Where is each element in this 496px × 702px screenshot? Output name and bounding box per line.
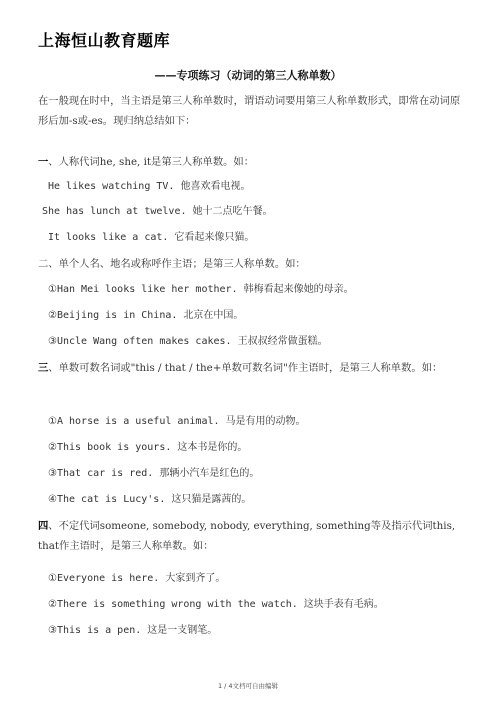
section-4-example-1: ①Everyone is here. 大家到齐了。: [48, 573, 226, 584]
section-1-heading: [38, 152, 468, 172]
page-title: 上海恒山教育题库: [38, 31, 171, 50]
section-3-mark: 三: [38, 362, 49, 374]
section-3-example-2: ②This book is yours. 这本书是你的。: [48, 442, 248, 453]
section-4-heading: [38, 516, 468, 556]
section-2-example-3: ③Uncle Wang often makes cakes. 王叔叔经常做蛋糕。: [48, 336, 328, 347]
section-3-heading-text: 、单数可数名词或"this / that / the+单数可数名词"作主语时，是第三人称单数。如：: [48, 362, 443, 374]
intro-paragraph: 在一般现在时中，当主语是第三人称单数时，谓语动词要用第三人称单数形式，即常在动词原形后加-s或-es。现归纳总结如下：: [38, 95, 461, 127]
section-2-heading: [38, 254, 468, 274]
page-subtitle: ——专项练习（动词的第三人称单数）: [154, 69, 342, 82]
section-2-mark: 二: [38, 258, 49, 270]
section-1-heading-text: 、人称代词he, she, it是第三人称单数。如：: [48, 156, 255, 168]
page-footer: 1 / 4文档可自由编辑: [217, 682, 279, 690]
section-4-example-2: ②There is something wrong with the watch. 这块手表有毛病。: [48, 599, 384, 610]
section-3-example-1: ①A horse is a useful animal. 马是有用的动物。: [48, 416, 306, 427]
section-1-example-2: She has lunch at twelve. 她十二点吃午餐。: [42, 206, 273, 217]
section-3-heading: [38, 358, 468, 378]
section-1-mark: 一: [38, 156, 49, 168]
section-3-example-3: ③That car is red. 那辆小汽车是红色的。: [48, 468, 260, 479]
section-2-example-2: ②Beijing is in China. 北京在中国。: [48, 310, 244, 321]
section-4-example-3: ③This is a pen. 这是一支钢笔。: [48, 625, 218, 636]
section-2-heading-text: 、单个人名、地名或称呼作主语；是第三人称单数。如：: [48, 258, 306, 270]
section-3-example-4: ④The cat is Lucy's. 这只猫是露茜的。: [48, 494, 252, 505]
section-4-heading-text: 、不定代词someone, somebody, nobody, everything, something等及指示代词this, that作主语时，是第三人称单数。如：: [38, 520, 456, 552]
section-1-example-3: It looks like a cat. 它看起来像只猫。: [48, 232, 255, 243]
section-1-example-1: He likes watching TV. 他喜欢看电视。: [48, 181, 251, 192]
section-2-example-1: ①Han Mei looks like her mother. 韩梅看起来像她的母亲。: [48, 284, 354, 295]
section-4-mark: 四: [38, 520, 49, 532]
